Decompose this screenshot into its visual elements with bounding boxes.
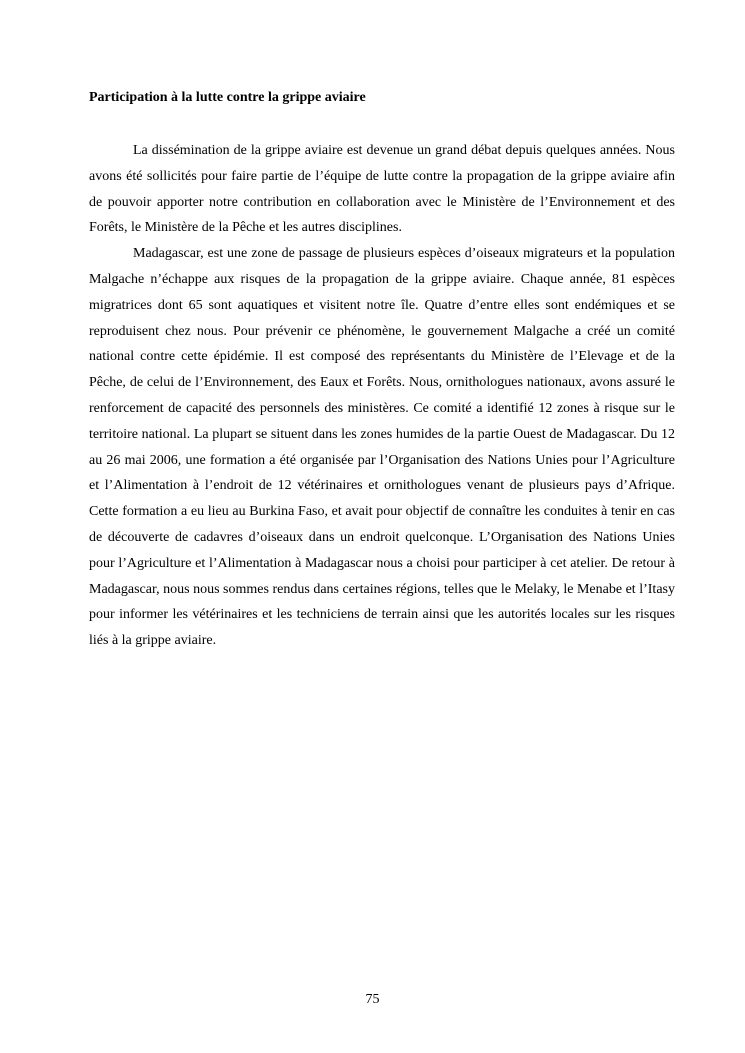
- paragraph-1: La dissémination de la grippe aviaire est devenue un grand débat depuis quelques années. Nous avons été sollicités pour faire partie de l’équipe de lutte contre la propagation de la grippe aviaire afin de pouvoir apporter notre contribution en collaboration avec le Ministère de l’Environnement et des Forêts, le Ministère de la Pêche et les autres disciplines.: [89, 143, 675, 236]
- section-title: Participation à la lutte contre la grippe aviaire: [89, 90, 366, 105]
- paragraph-2: Madagascar, est une zone de passage de plusieurs espèces d’oiseaux migrateurs et la population Malgache n’échappe aux risques de la propagation de la grippe aviaire. Chaque année, 81 espèces migratrices dont 65 sont aquatiques et visitent notre île. Quatre d’entre elles sont endémiques et se reproduisent chez nous. Pour prévenir ce phénomène, le gouvernement Malgache a créé un comité national contre cette épidémie. Il est composé des représentants du Ministère de l’Elevage et de la Pêche, de celui de l’Environnement, des Eaux et Forêts. Nous, ornithologues nationaux, avons assuré le renforcement de capacité des personnels des ministères. Ce comité a identifié 12 zones à risque sur le territoire national. La plupart se situent dans les zones humides de la partie Ouest de Madagascar. Du 12 au 26 mai 2006, une formation a été organisée par l’Organisation des Nations Unies pour l’Agriculture et l’Alimentation à l’endroit de 12 vétérinaires et ornithologues venant de plusieurs pays d’Afrique. Cette formation a eu lieu au Burkina Faso, et avait pour objectif de connaître les conduites à tenir en cas de découverte de cadavres d’oiseaux dans un endroit quelconque. L’Organisation des Nations Unies pour l’Agriculture et l’Alimentation à Madagascar nous a choisi pour participer à cet atelier. De retour à Madagascar, nous nous sommes rendus dans certaines régions, telles que le Melaky, le Menabe et l’Itasy pour informer les vétérinaires et les techniciens de terrain ainsi que les autorités locales sur les risques liés à la grippe aviaire.: [89, 246, 675, 649]
- page-content: [89, 88, 675, 654]
- page-number: 75: [365, 992, 380, 1007]
